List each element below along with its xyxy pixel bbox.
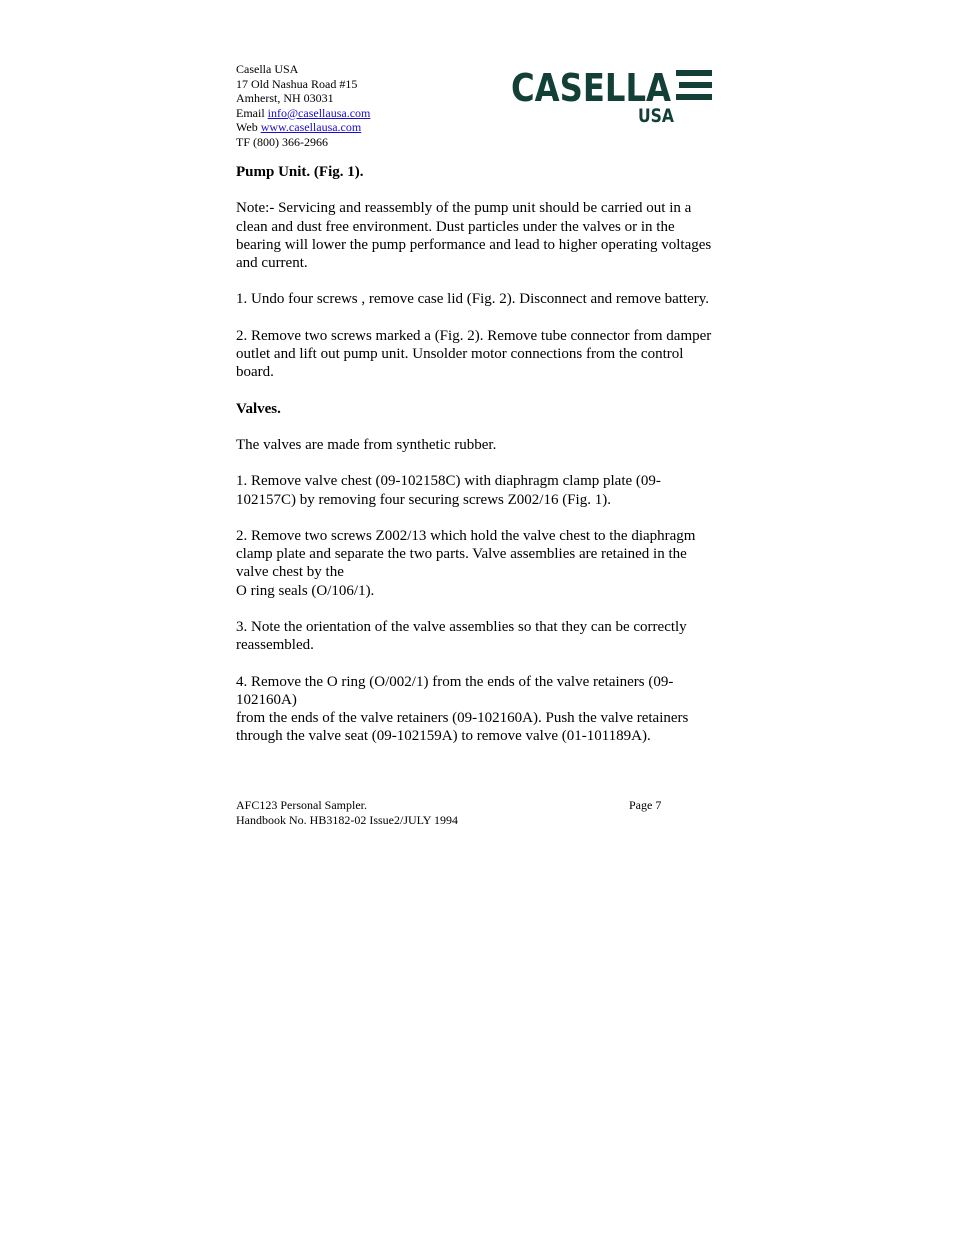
email-link[interactable]: info@casellausa.com [267,105,371,120]
pump-step-2: 2. Remove two screws marked a (Fig. 2). Remove tube connector from damper outlet and lift out pump unit. Unsolder motor connections from the control board. [236,327,712,381]
footer-product-name: AFC123 Personal Sampler. [236,798,367,812]
logo-usa: USA [638,105,675,126]
logo-bar-middle [679,82,712,88]
casella-logo [511,66,716,126]
valve-step-1: 1. Remove valve chest (09-102158C) with diaphragm clamp plate (09-102157C) by removing four securing screws Z002/16 (Fig. 1). [236,473,661,508]
web-line [236,120,370,135]
email-label: Email [236,105,268,120]
pump-step-1: 1. Undo four screws , remove case lid (Fig. 2). Disconnect and remove battery. [236,291,710,308]
valve-step-4 [236,673,720,746]
valve-step-2-continued: O ring seals (O/106/1). [236,582,375,599]
valve-step-2-text: 2. Remove two screws Z002/13 which hold the valve chest to the diaphragm clamp plate and separate the two parts. Valve assemblies are retained in the valve chest by the [236,527,696,581]
street-address: 17 Old Nashua Road #15 [236,76,358,91]
company-address-block [236,62,370,150]
website-link[interactable]: www.casellausa.com [260,120,362,135]
phone-number: TF (800) 366-2966 [236,134,328,149]
valve-step-4-continued: from the ends of the valve retainers (09-102160A). Push the valve retainers through the valve seat (09-102159A) to remove valve (01-101189A). [236,709,689,745]
valve-step-2 [236,527,720,600]
email-line [236,106,370,121]
city-state-zip: Amherst, NH 03031 [236,91,334,106]
page-number: Page 7 [629,798,662,812]
section-heading-valves: Valves. [236,400,281,417]
page-footer [236,798,676,828]
web-label: Web [236,120,261,135]
logo-wordmark: CASELLA [511,66,672,110]
footer-handbook-number: Handbook No. HB3182-02 Issue2/JULY 1994 [236,813,459,827]
logo-bar-bottom [676,94,712,100]
company-name: Casella USA [236,62,299,76]
pump-note: Note:- Servicing and reassembly of the pump unit should be carried out in a clean and dust free environment. Dust particles under the valves or in the bearing will lower the pump performance and lead to higher operating voltages and current. [236,200,712,271]
section-heading-pump-unit: Pump Unit. (Fig. 1). [236,164,364,180]
valve-step-4-text: 4. Remove the O ring (O/002/1) from the ends of the valve retainers (09-102160A) [236,673,674,708]
document-body [236,163,720,764]
valve-step-3: 3. Note the orientation of the valve assemblies so that they can be correctly reassembled. [236,618,687,654]
logo-bar-top [676,70,712,76]
valves-intro: The valves are made from synthetic rubber. [236,436,497,453]
